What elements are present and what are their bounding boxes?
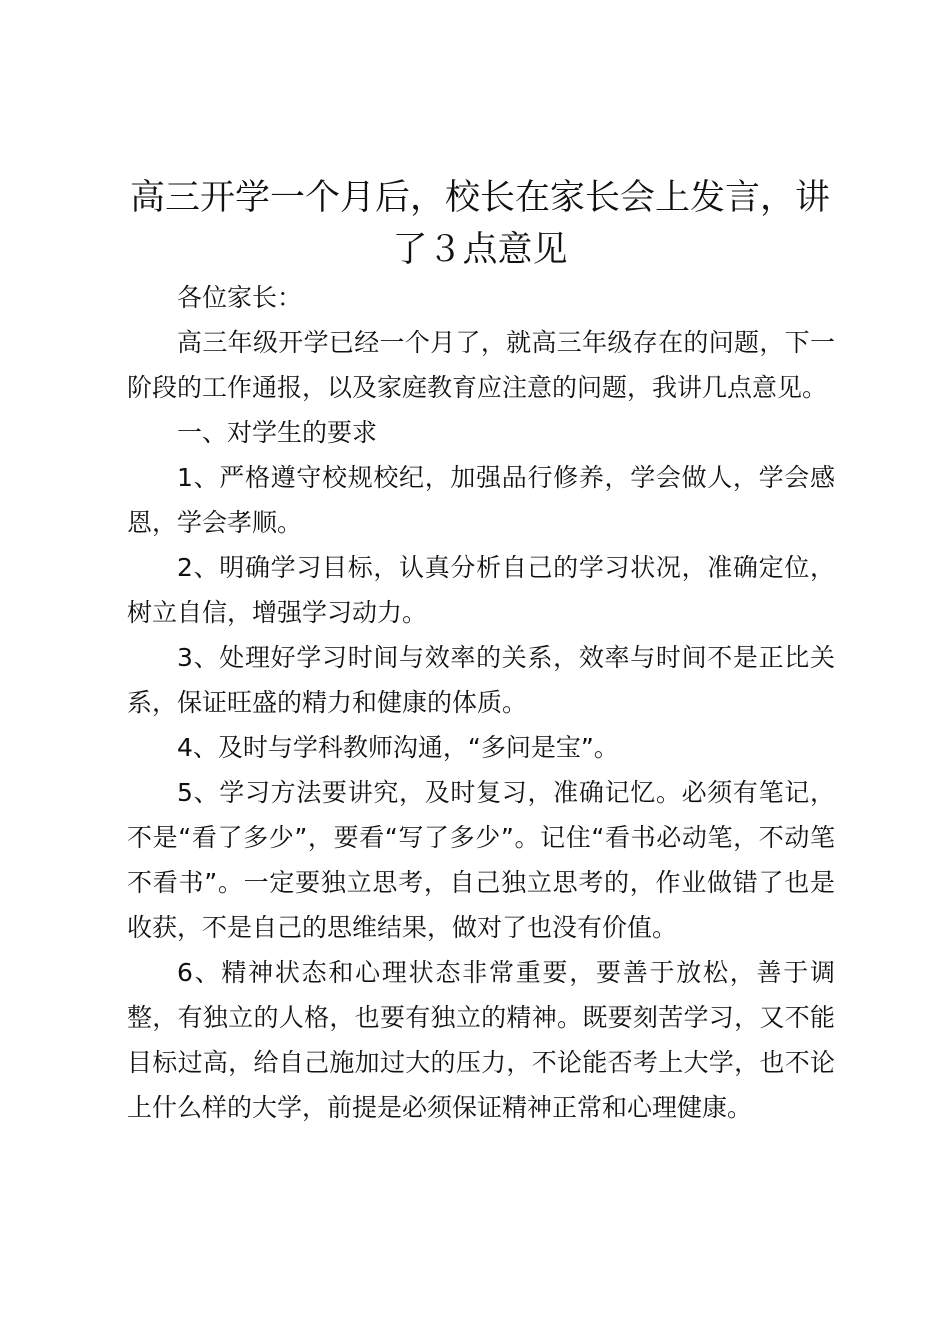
document-body [127,275,835,1130]
requirement-item-5: 5、学习方法要讲究，及时复习，准确记忆。必须有笔记，不是“看了多少”，要看“写了多少”。记住“看书必动笔，不动笔不看书”。一定要独立思考，自己独立思考的，作业做错了也是收获，不是自己的思维结果，做对了也没有价值。 [127,778,835,942]
requirement-item-1: 1、严格遵守校规校纪，加强品行修养，学会做人，学会感恩，学会孝顺。 [127,463,835,537]
section-heading: 一、对学生的要求 [177,418,378,447]
salutation: 各位家长： [177,283,303,312]
intro-paragraph: 高三年级开学已经一个月了，就高三年级存在的问题，下一阶段的工作通报，以及家庭教育应注意的问题，我讲几点意见。 [127,328,835,402]
document-title: 高三开学一个月后，校长在家长会上发言，讲了３点意见 [129,178,830,270]
requirement-item-4: 4、及时与学科教师沟通，“多问是宝”。 [177,733,619,762]
requirement-item-6: 6、精神状态和心理状态非常重要，要善于放松，善于调整，有独立的人格，也要有独立的精神。既要刻苦学习，又不能目标过高，给自己施加过大的压力，不论能否考上大学，也不论上什么样的大学，前提是必须保证精神正常和心理健康。 [127,958,835,1122]
requirement-item-3: 3、处理好学习时间与效率的关系，效率与时间不是正比关系，保证旺盛的精力和健康的体质。 [127,643,835,717]
requirement-item-2: 2、明确学习目标，认真分析自己的学习状况，准确定位，树立自信，增强学习动力。 [127,553,835,627]
